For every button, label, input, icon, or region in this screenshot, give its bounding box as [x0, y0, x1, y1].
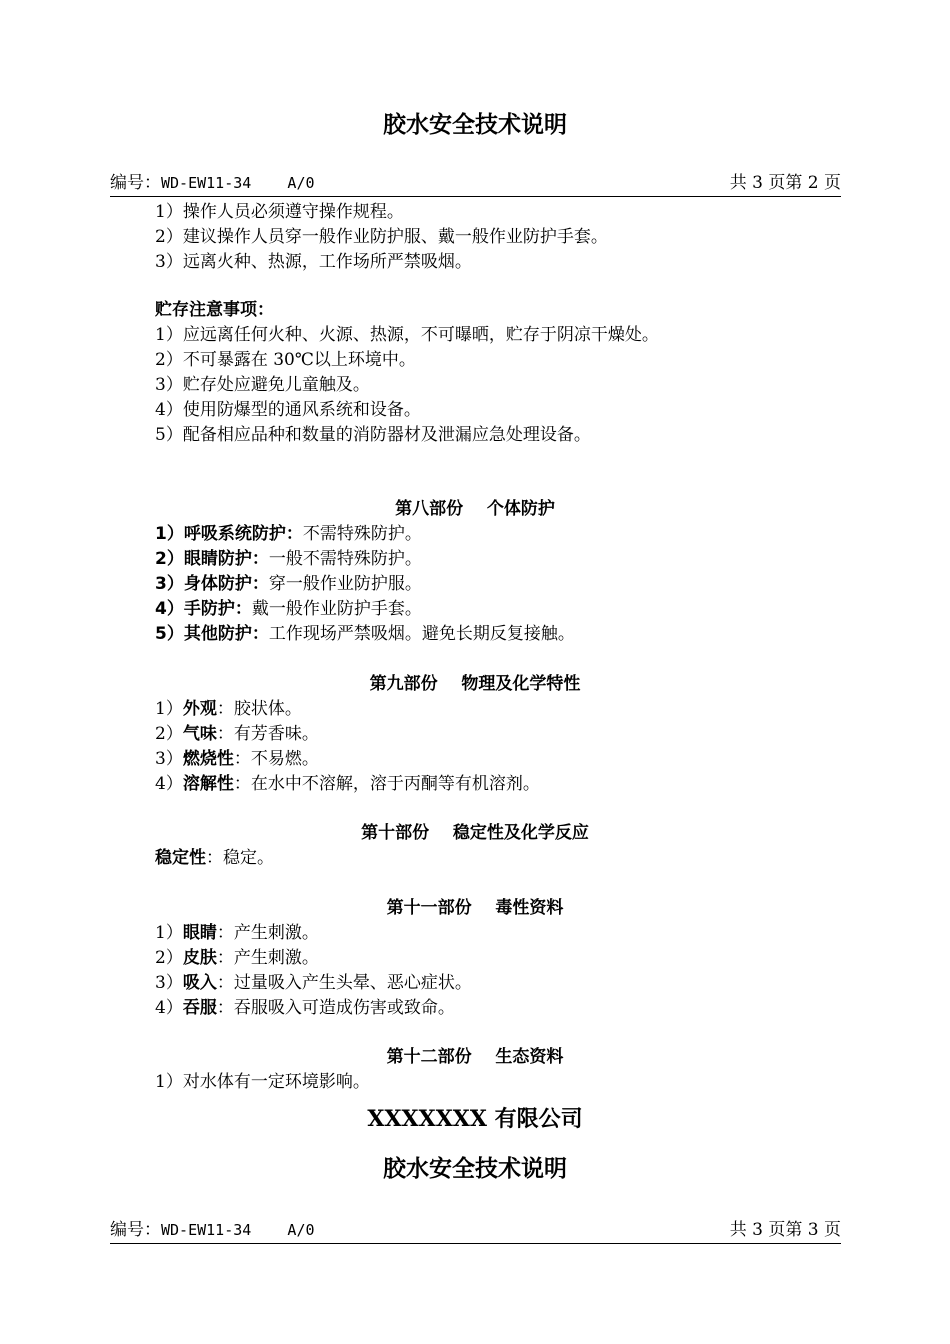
section-title-part10: 第十部份 稳定性及化学反应 — [361, 823, 589, 843]
document-code: WD-EW11-34 A/0 — [161, 174, 315, 192]
part9-item-text: ：不易燃。 — [233, 749, 319, 769]
company-name: XXXXXXX 有限公司 — [367, 1106, 583, 1132]
part11-item-text: ：产生刺激。 — [216, 948, 319, 968]
part8-item — [155, 597, 422, 621]
storage-item: 2）不可暴露在 30℃以上环境中。 — [155, 350, 416, 370]
part8-item — [155, 572, 422, 596]
part12-item: 1）对水体有一定环境影响。 — [155, 1072, 370, 1092]
document-number — [110, 172, 315, 194]
part11-item — [155, 921, 319, 945]
part8-item — [155, 522, 422, 546]
part11-item-text: ：产生刺激。 — [216, 923, 319, 943]
section-title-part8: 第八部份 个体防护 — [395, 499, 555, 519]
handling-item: 2）建议操作人员穿一般作业防护服、戴一般作业防护手套。 — [155, 227, 608, 247]
part8-item-text: 工作现场严禁吸烟。避免长期反复接触。 — [268, 624, 575, 644]
part11-item — [155, 946, 319, 970]
part9-item — [155, 697, 302, 721]
part8-item-text: 一般不需特殊防护。 — [268, 549, 422, 569]
handling-item: 3）远离火种、热源，工作场所严禁吸烟。 — [155, 252, 472, 272]
part8-item-text: 不需特殊防护。 — [302, 524, 422, 544]
part9-item-label: 外观 — [182, 699, 217, 719]
part8-item-label: 2）眼睛防护： — [155, 549, 269, 569]
part11-item-number: 4） — [155, 998, 183, 1018]
page-indicator: 共 3 页第 2 页 — [729, 173, 841, 193]
document-number-prefix: 编号： — [110, 1220, 161, 1240]
part11-item-text: ：吞服吸入可造成伤害或致命。 — [216, 998, 455, 1018]
document-header-page3 — [110, 1219, 841, 1244]
part9-item-text: ：有芳香味。 — [216, 724, 319, 744]
part8-item-text: 穿一般作业防护服。 — [268, 574, 422, 594]
part8-item-text: 戴一般作业防护手套。 — [251, 599, 422, 619]
handling-item: 1）操作人员必须遵守操作规程。 — [155, 202, 404, 222]
document-number — [110, 1219, 315, 1241]
storage-heading: 贮存注意事项： — [155, 300, 274, 320]
part11-item-label: 吞服 — [182, 998, 217, 1018]
part9-item — [155, 772, 540, 796]
part11-item — [155, 971, 472, 995]
section-title-part9: 第九部份 物理及化学特性 — [369, 674, 581, 694]
part8-item-label: 4）手防护： — [155, 599, 252, 619]
part9-item-number: 2） — [155, 724, 183, 744]
storage-item: 5）配备相应品种和数量的消防器材及泄漏应急处理设备。 — [155, 425, 591, 445]
part11-item-label: 眼睛 — [182, 923, 217, 943]
part9-item — [155, 747, 319, 771]
part8-item-label: 3）身体防护： — [155, 574, 269, 594]
part11-item-label: 皮肤 — [182, 948, 217, 968]
part11-item — [155, 996, 455, 1020]
storage-item: 4）使用防爆型的通风系统和设备。 — [155, 400, 421, 420]
part11-item-text: ：过量吸入产生头晕、恶心症状。 — [216, 973, 472, 993]
part10-item — [155, 846, 274, 870]
section-title-part12: 第十二部份 生态资料 — [386, 1047, 564, 1067]
document-header — [110, 172, 841, 197]
storage-item: 3）贮存处应避免儿童触及。 — [155, 375, 370, 395]
part9-item-number: 4） — [155, 774, 183, 794]
part10-label: 稳定性 — [155, 848, 206, 868]
part10-text: ：稳定。 — [206, 848, 274, 868]
part11-item-number: 3） — [155, 973, 183, 993]
part11-item-number: 2） — [155, 948, 183, 968]
part9-item-text: ：在水中不溶解，溶于丙酮等有机溶剂。 — [233, 774, 540, 794]
part9-item-label: 溶解性 — [182, 774, 234, 794]
part8-item — [155, 547, 422, 571]
section-title-part11: 第十一部份 毒性资料 — [386, 898, 564, 918]
document-title-page3: 胶水安全技术说明 — [383, 1156, 567, 1182]
part8-item — [155, 622, 575, 646]
part9-item-label: 燃烧性 — [182, 749, 234, 769]
part8-item-label: 5）其他防护： — [155, 624, 269, 644]
part8-item-label: 1）呼吸系统防护： — [155, 524, 303, 544]
document-title: 胶水安全技术说明 — [383, 112, 567, 138]
document-code: WD-EW11-34 A/0 — [161, 1221, 315, 1239]
part9-item-text: ：胶状体。 — [216, 699, 302, 719]
storage-item: 1）应远离任何火种、火源、热源，不可曝晒，贮存于阴凉干燥处。 — [155, 325, 659, 345]
page-indicator: 共 3 页第 3 页 — [729, 1220, 841, 1240]
part9-item-label: 气味 — [182, 724, 217, 744]
part11-item-label: 吸入 — [182, 973, 217, 993]
part9-item-number: 3） — [155, 749, 183, 769]
part11-item-number: 1） — [155, 923, 183, 943]
part9-item — [155, 722, 319, 746]
document-number-prefix: 编号： — [110, 173, 161, 193]
part9-item-number: 1） — [155, 699, 183, 719]
